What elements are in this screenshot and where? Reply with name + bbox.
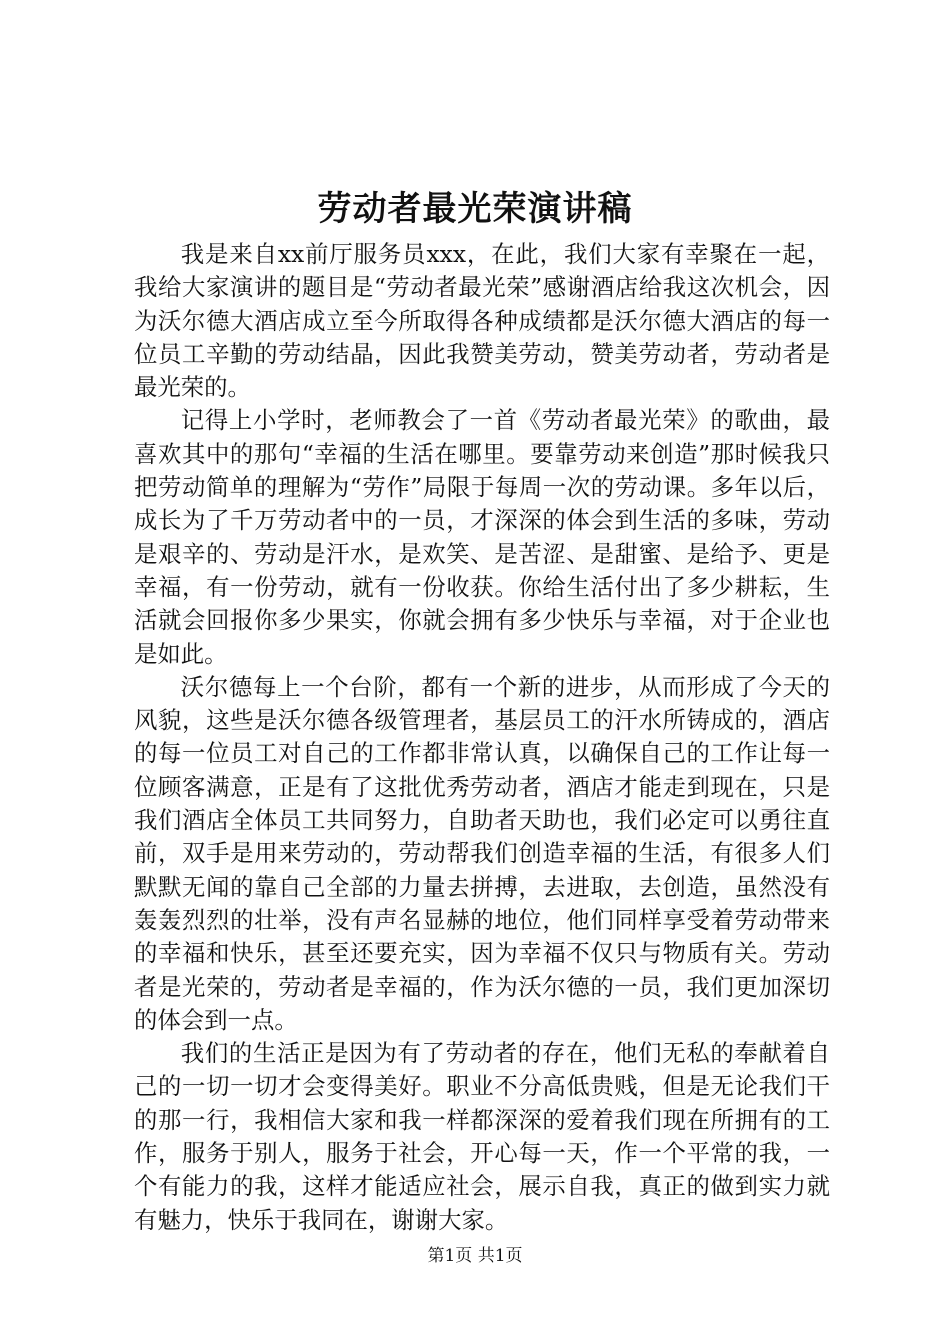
paragraph-3: 沃尔德每上一个台阶，都有一个新的进步，从而形成了今天的风貌，这些是沃尔德各级管理者，基层员工的汗水所铸成的，酒店的每一位员工对自己的工作都非常认真，以确保自己的工作让每一位顾客满意，正是有了这批优秀劳动者，酒店才能走到现在，只是我们酒店全体员工共同努力，自助者天助也，我们必定可以勇往直前，双手是用来劳动的，劳动帮我们创造幸福的生活，有很多人们默默无闻的靠自己全部的力量去拼搏，去进取，去创造，虽然没有轰轰烈烈的壮举，没有声名显赫的地位，他们同样享受着劳动带来的幸福和快乐，甚至还要充实，因为幸福不仅只与物质有关。劳动者是光荣的，劳动者是幸福的，作为沃尔德的一员，我们更加深切的体会到一点。 [134, 672, 830, 1034]
document-body [134, 238, 830, 1237]
page-title: 劳动者最光荣演讲稿 [317, 189, 633, 229]
page-footer: 第1页 共1页 [427, 1246, 523, 1266]
paragraph-4: 我们的生活正是因为有了劳动者的存在，他们无私的奉献着自己的一切一切才会变得美好。职业不分高低贵贱，但是无论我们干的那一行，我相信大家和我一样都深深的爱着我们现在所拥有的工作，服务于别人，服务于社会，开心每一天，作一个平常的我，一个有能力的我，这样才能适应社会，展示自我，真正的做到实力就有魅力，快乐于我同在，谢谢大家。 [134, 1039, 830, 1234]
paragraph-2: 记得上小学时，老师教会了一首《劳动者最光荣》的歌曲，最喜欢其中的那句“幸福的生活在哪里。要靠劳动来创造”那时候我只把劳动简单的理解为“劳作”局限于每周一次的劳动课。多年以后，成长为了千万劳动者中的一员，才深深的体会到生活的多味，劳动是艰辛的、劳动是汗水，是欢笑、是苦涩、是甜蜜、是给予、更是幸福，有一份劳动，就有一份收获。你给生活付出了多少耕耘，生活就会回报你多少果实，你就会拥有多少快乐与幸福，对于企业也是如此。 [134, 406, 830, 668]
paragraph-1: 我是来自xx前厅服务员xxx，在此，我们大家有幸聚在一起，我给大家演讲的题目是“劳动者最光荣”感谢酒店给我这次机会，因为沃尔德大酒店成立至今所取得各种成绩都是沃尔德大酒店的每一位员工辛勤的劳动结晶，因此我赞美劳动，赞美劳动者，劳动者是最光荣的。 [134, 240, 830, 402]
